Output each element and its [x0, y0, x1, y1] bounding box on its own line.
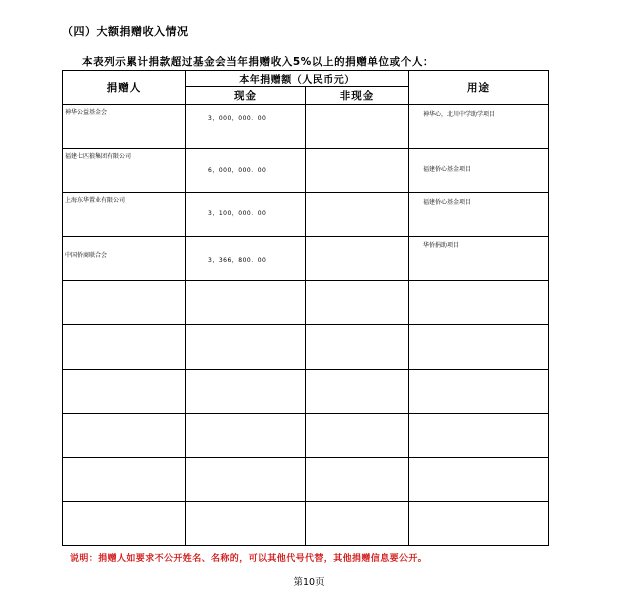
donor-name — [63, 325, 185, 327]
cash-cell — [186, 325, 306, 369]
non-cash-cell — [306, 369, 409, 413]
non-cash-cell — [306, 501, 409, 545]
non-cash-amount — [306, 237, 408, 245]
header-cash: 现金 — [186, 87, 306, 105]
usage-text — [409, 502, 548, 506]
donor-name: 上海东华置业有限公司 — [65, 197, 126, 205]
non-cash-amount — [306, 325, 408, 333]
cash-amount — [186, 458, 305, 466]
donor-cell — [63, 501, 186, 545]
usage-text: 福建侨心基金项目 — [423, 166, 472, 174]
cash-amount — [186, 325, 305, 333]
usage-text: 神华心，北川中学助学项目 — [423, 111, 496, 119]
usage-text — [409, 458, 548, 462]
donor-name: 神华公益基金会 — [65, 109, 108, 117]
cash-cell — [186, 413, 306, 457]
disclosure-note: 说明：捐赠人如要求不公开姓名、名称的，可以其他代号代替，其他捐赠信息要公开。 — [70, 554, 428, 564]
cash-cell — [186, 149, 306, 193]
table-row — [63, 325, 549, 369]
donor-cell — [63, 193, 186, 237]
header-donor: 捐赠人 — [63, 71, 186, 105]
cash-cell — [186, 457, 306, 501]
cash-amount — [186, 502, 305, 510]
non-cash-cell — [306, 413, 409, 457]
cash-amount: 3，000，000．00 — [208, 115, 267, 123]
non-cash-cell — [306, 457, 409, 501]
table-row — [63, 193, 549, 237]
table-row — [63, 281, 549, 325]
usage-text — [409, 370, 548, 374]
donor-cell — [63, 237, 186, 281]
usage-cell — [409, 413, 549, 457]
non-cash-cell — [306, 149, 409, 193]
donor-name — [63, 281, 185, 283]
page-number: 第10页 — [293, 577, 325, 588]
donor-name: 福建七匹狼集团有限公司 — [65, 153, 132, 161]
donor-cell — [63, 413, 186, 457]
non-cash-amount — [306, 105, 408, 113]
table-row — [63, 413, 549, 457]
table-row — [63, 237, 549, 281]
donor-name — [63, 414, 185, 416]
non-cash-amount — [306, 502, 408, 510]
usage-cell — [409, 281, 549, 325]
section-title: （四）大额捐赠收入情况 — [62, 25, 189, 38]
cash-cell — [186, 281, 306, 325]
cash-amount — [186, 281, 305, 289]
header-amount: 本年捐赠额（人民币元） — [186, 71, 409, 87]
table-intro: 本表列示累计捐款超过基金会当年捐赠收入5%以上的捐赠单位或个人： — [82, 56, 435, 68]
usage-cell — [409, 193, 549, 237]
donor-cell — [63, 325, 186, 369]
usage-text — [409, 281, 548, 285]
usage-cell — [409, 369, 549, 413]
usage-cell — [409, 149, 549, 193]
cash-amount: 3，100，000．00 — [208, 210, 267, 218]
usage-text — [409, 325, 548, 329]
donor-cell — [63, 281, 186, 325]
usage-cell — [409, 105, 549, 149]
table-row — [63, 457, 549, 501]
cash-amount: 6，000，000．00 — [208, 167, 267, 175]
donor-cell — [63, 105, 186, 149]
non-cash-cell — [306, 281, 409, 325]
table-row — [63, 105, 549, 149]
donor-name — [63, 370, 185, 372]
usage-text: 福建侨心基金项目 — [423, 199, 472, 207]
cash-amount: 3，366，800．00 — [208, 257, 267, 265]
table-row — [63, 369, 549, 413]
non-cash-cell — [306, 237, 409, 281]
usage-cell — [409, 325, 549, 369]
non-cash-cell — [306, 193, 409, 237]
table-row — [63, 501, 549, 545]
usage-text: 华侨捐助项目 — [423, 242, 460, 250]
non-cash-cell — [306, 105, 409, 149]
non-cash-amount — [306, 414, 408, 422]
non-cash-cell — [306, 325, 409, 369]
donor-cell — [63, 369, 186, 413]
usage-cell — [409, 237, 549, 281]
non-cash-amount — [306, 149, 408, 157]
cash-cell — [186, 369, 306, 413]
header-usage: 用途 — [409, 71, 549, 105]
cash-amount — [186, 414, 305, 422]
donor-cell — [63, 457, 186, 501]
cash-cell — [186, 105, 306, 149]
cash-amount — [186, 370, 305, 378]
non-cash-amount — [306, 193, 408, 201]
cash-cell — [186, 501, 306, 545]
donor-name: 中国侨商联合会 — [65, 252, 108, 260]
usage-cell — [409, 457, 549, 501]
usage-cell — [409, 501, 549, 545]
table-row — [63, 149, 549, 193]
donor-name — [63, 458, 185, 460]
donor-cell — [63, 149, 186, 193]
donor-name — [63, 502, 185, 504]
usage-text — [409, 414, 548, 418]
donations-table — [62, 70, 549, 546]
non-cash-amount — [306, 458, 408, 466]
cash-cell — [186, 193, 306, 237]
cash-cell — [186, 237, 306, 281]
header-non-cash: 非现金 — [306, 87, 409, 105]
non-cash-amount — [306, 370, 408, 378]
non-cash-amount — [306, 281, 408, 289]
